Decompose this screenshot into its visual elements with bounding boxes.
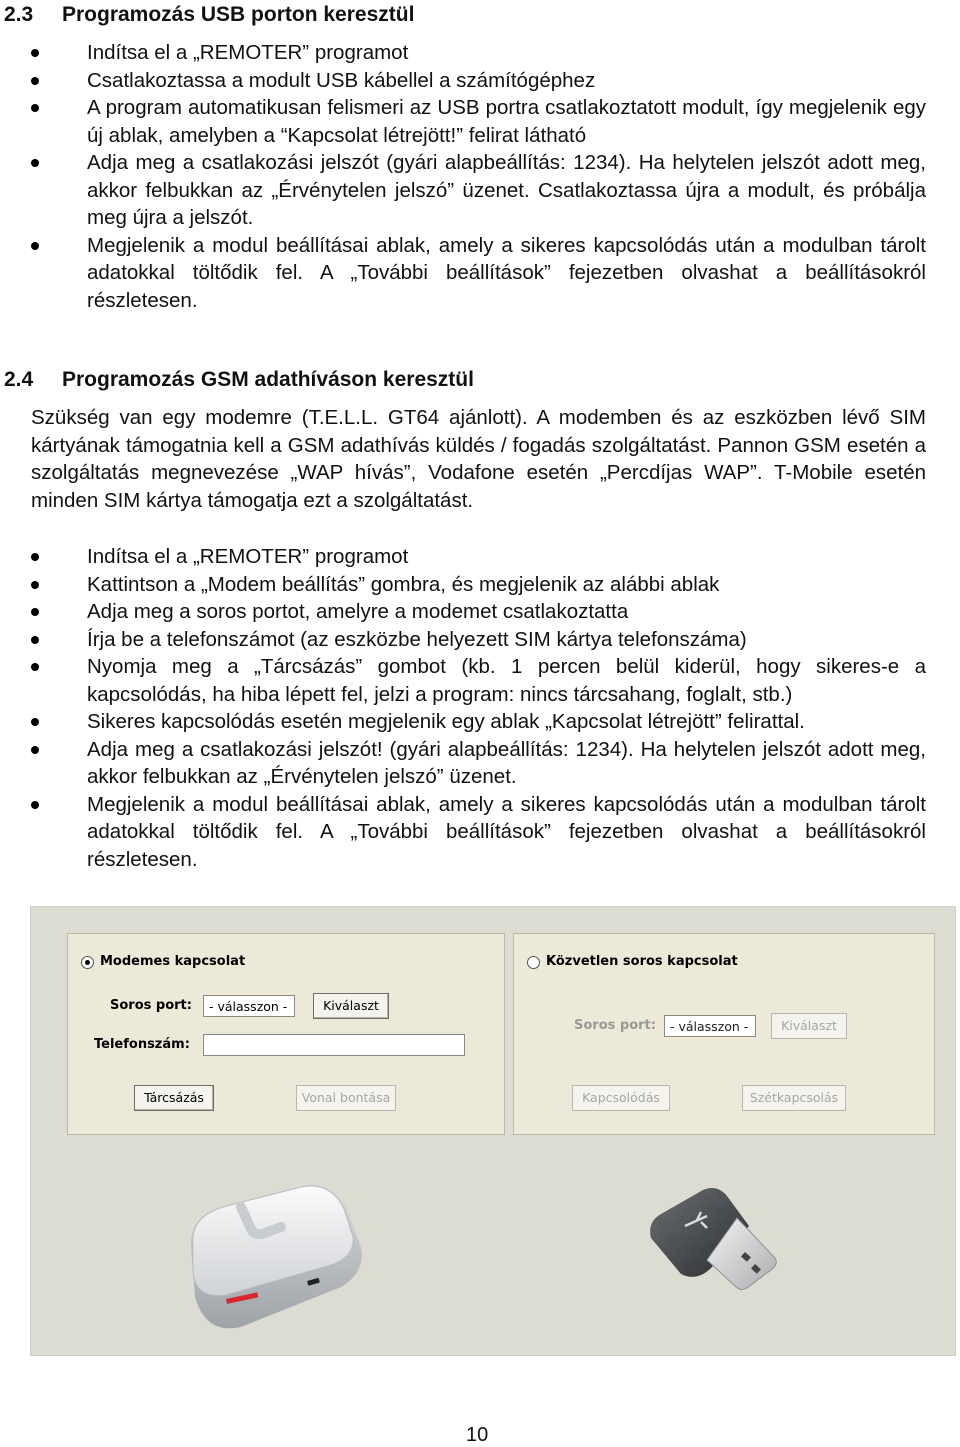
bullet-list-usb [31,39,926,314]
modem-connection-radio[interactable] [81,956,94,969]
gsm-modem-image [181,1177,371,1337]
list-item: Adja meg a soros portot, amelyre a modemet csatlakoztatta [31,598,926,626]
list-item: Írja be a telefonszámot (az eszközbe helyezett SIM kártya telefonszáma) [31,626,926,654]
bullet-list-gsm [31,543,926,873]
usb-stick-image [641,1182,791,1312]
list-item: Megjelenik a modul beállításai ablak, amely a sikeres kapcsolódás után a modulban tárolt adatokkal töltődik fel. A „További beállítások” fejezetben olvashat a beállításokról részletesen. [31,791,926,874]
section-title: Programozás GSM adathíváson keresztül [62,368,474,391]
list-item: Indítsa el a „REMOTER” programot [31,39,926,67]
serial-connection-radio[interactable] [527,956,540,969]
phone-number-label: Telefonszám: [94,1037,190,1052]
list-item: Csatlakoztassa a modult USB kábellel a számítógéphez [31,67,926,95]
section-heading-2-4 [4,368,474,392]
section-number: 2.4 [4,368,34,391]
serial-connection-label: Közvetlen soros kapcsolat [546,954,738,969]
list-item: A program automatikusan felismeri az USB portra csatlakoztatott modult, így megjelenik egy új ablak, amelyben a “Kapcsolat létrejött!” felirat látható [31,94,926,149]
list-item: Kattintson a „Modem beállítás” gombra, és megjelenik az alábbi ablak [31,571,926,599]
intro-paragraph: Szükség van egy modemre (T.E.L.L. GT64 ajánlott). A modemben és az eszközben lévő SIM kártyának támogatnia kell a GSM adathívás küldés / fogadás szolgáltatást. Pannon GSM esetén a szolgáltatás megnevezése „WAP hívás”, Vodafone esetén „Percdíjas WAP”. T-Mobile esetén minden SIM kártya támogatja ezt a szolgáltatást. [31,406,926,512]
modem-connection-label: Modemes kapcsolat [100,954,246,969]
page-number: 10 [466,1424,489,1446]
serial-select-button[interactable]: Kiválaszt [771,1013,847,1039]
phone-number-input[interactable] [203,1034,465,1056]
serial-port-label: Soros port: [574,1018,656,1033]
hangup-button[interactable]: Vonal bontása [296,1085,396,1111]
modem-port-label: Soros port: [110,998,192,1013]
disconnect-button[interactable]: Szétkapcsolás [742,1085,846,1111]
section-number: 2.3 [4,3,34,26]
serial-port-select[interactable]: - válasszon - [664,1015,756,1037]
list-item: Nyomja meg a „Tárcsázás” gombot (kb. 1 percen belül kiderül, hogy sikeres-e a kapcsolódás, ha hiba lépett fel, jelzi a program: nincs tárcsahang, foglalt, stb.) [31,653,926,708]
section-heading-2-3 [4,3,414,27]
modem-port-select[interactable]: - válasszon - [203,995,295,1017]
connect-button[interactable]: Kapcsolódás [572,1085,670,1111]
dial-button[interactable]: Tárcsázás [134,1085,214,1111]
list-item: Sikeres kapcsolódás esetén megjelenik egy ablak „Kapcsolat létrejött” felirattal. [31,708,926,736]
list-item: Indítsa el a „REMOTER” programot [31,543,926,571]
list-item: Adja meg a csatlakozási jelszót (gyári alapbeállítás: 1234). Ha helytelen jelszót adott meg, akkor felbukkan az „Érvénytelen jelszó” üzenet. Csatlakoztassa újra a modult, és próbálja meg újra a jelszót. [31,149,926,232]
list-item: Megjelenik a modul beállításai ablak, amely a sikeres kapcsolódás után a modulban tárolt adatokkal töltődik fel. A „További beállítások” fejezetben olvashat a beállításokról részletesen. [31,232,926,315]
serial-connection-panel [513,933,935,1135]
section-title: Programozás USB porton keresztül [62,3,415,26]
list-item: Adja meg a csatlakozási jelszót! (gyári alapbeállítás: 1234). Ha helytelen jelszót adott meg, akkor felbukkan az „Érvénytelen jelszó” üzenet. [31,736,926,791]
modem-select-button[interactable]: Kiválaszt [313,993,389,1019]
modem-connection-panel [67,933,505,1135]
connection-screenshot [30,906,956,1356]
